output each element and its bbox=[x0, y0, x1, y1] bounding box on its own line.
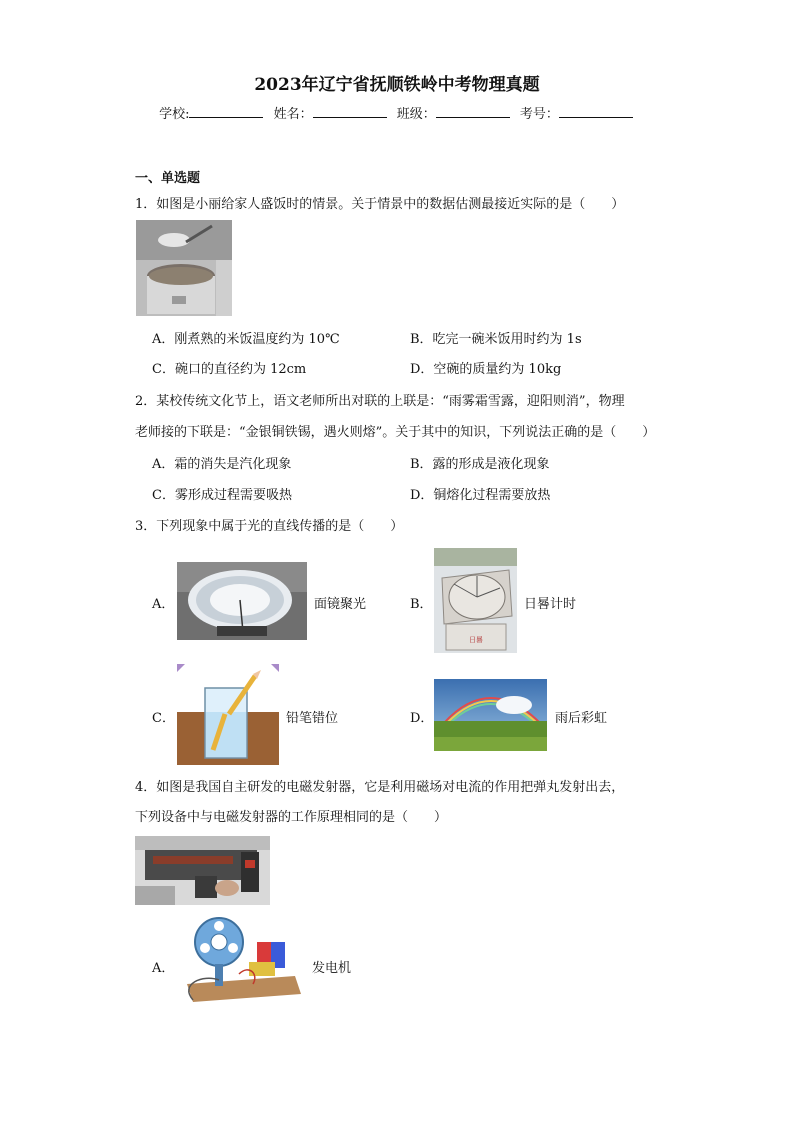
q3-option-d-letter[interactable]: D． bbox=[410, 711, 434, 726]
q1-option-d[interactable]: D．空碗的质量约为 10kg bbox=[410, 362, 562, 377]
page-title: 2023年辽宁省抚顺铁岭中考物理真题 bbox=[254, 75, 540, 95]
q3-option-c-caption: 铅笔错位 bbox=[286, 711, 339, 726]
q2-stem-line1: 2．某校传统文化节上，语文老师所出对联的上联是：“雨雾霜雪露，迎阳则消”，物理 bbox=[135, 394, 625, 409]
section-title: 一、单选题 bbox=[135, 171, 201, 186]
q2-option-d[interactable]: D．铜熔化过程需要放热 bbox=[410, 488, 551, 503]
q3-option-d-photo-rainbow[interactable] bbox=[434, 679, 547, 751]
q3-option-d-caption: 雨后彩虹 bbox=[555, 711, 608, 726]
q3-option-c-letter[interactable]: C． bbox=[152, 711, 175, 726]
q1-photo-rice-cooker bbox=[136, 220, 232, 316]
class-label: 班级： bbox=[396, 107, 436, 122]
q3-option-a-letter[interactable]: A． bbox=[152, 597, 175, 612]
q4-option-a-caption: 发电机 bbox=[312, 961, 352, 976]
q1-stem: 1．如图是小丽给家人盛饭时的情景。关于情景中的数据估测最接近实际的是（ ） bbox=[135, 197, 625, 212]
svg-text:日晷: 日晷 bbox=[469, 636, 483, 644]
q1-option-b[interactable]: B．吃完一碗米饭用时约为 1s bbox=[410, 332, 582, 347]
q4-option-a-photo-generator-model[interactable] bbox=[179, 914, 305, 1004]
class-blank[interactable] bbox=[436, 105, 510, 118]
name-label: 姓名： bbox=[273, 107, 313, 122]
q3-option-b-letter[interactable]: B． bbox=[410, 597, 433, 612]
q2-option-a[interactable]: A．霜的消失是汽化现象 bbox=[152, 457, 292, 472]
school-label: 学校: bbox=[159, 107, 190, 122]
q3-option-a-caption: 面镜聚光 bbox=[314, 597, 367, 612]
q2-stem-line2: 老师接的下联是：“金银铜铁锡，遇火则熔”。关于其中的知识，下列说法正确的是（ ） bbox=[135, 425, 656, 440]
q4-option-a-letter[interactable]: A． bbox=[152, 961, 175, 976]
q4-stem-line1: 4．如图是我国自主研发的电磁发射器，它是利用磁场对电流的作用把弹丸发射出去， bbox=[135, 780, 625, 795]
q3-option-a-photo-solar-cooker[interactable] bbox=[177, 562, 307, 640]
school-blank[interactable] bbox=[189, 105, 263, 118]
q3-option-b-photo-sundial[interactable] bbox=[434, 548, 517, 653]
exam-number-label: 考号： bbox=[519, 107, 559, 122]
q3-option-c-photo-pencil-in-glass[interactable] bbox=[177, 664, 279, 765]
q4-stem-line2: 下列设备中与电磁发射器的工作原理相同的是（ ） bbox=[135, 810, 448, 825]
q2-option-c[interactable]: C．雾形成过程需要吸热 bbox=[152, 488, 292, 503]
q1-option-a[interactable]: A．刚煮熟的米饭温度约为 10℃ bbox=[152, 332, 340, 347]
q4-photo-electromagnetic-launcher bbox=[135, 836, 270, 905]
student-info-line bbox=[0, 103, 794, 122]
q3-stem: 3．下列现象中属于光的直线传播的是（ ） bbox=[135, 519, 404, 534]
q1-option-c[interactable]: C．碗口的直径约为 12cm bbox=[152, 362, 307, 377]
name-blank[interactable] bbox=[313, 105, 387, 118]
q3-option-b-caption: 日晷计时 bbox=[524, 597, 577, 612]
q2-option-b[interactable]: B．露的形成是液化现象 bbox=[410, 457, 550, 472]
exam-number-blank[interactable] bbox=[559, 105, 633, 118]
